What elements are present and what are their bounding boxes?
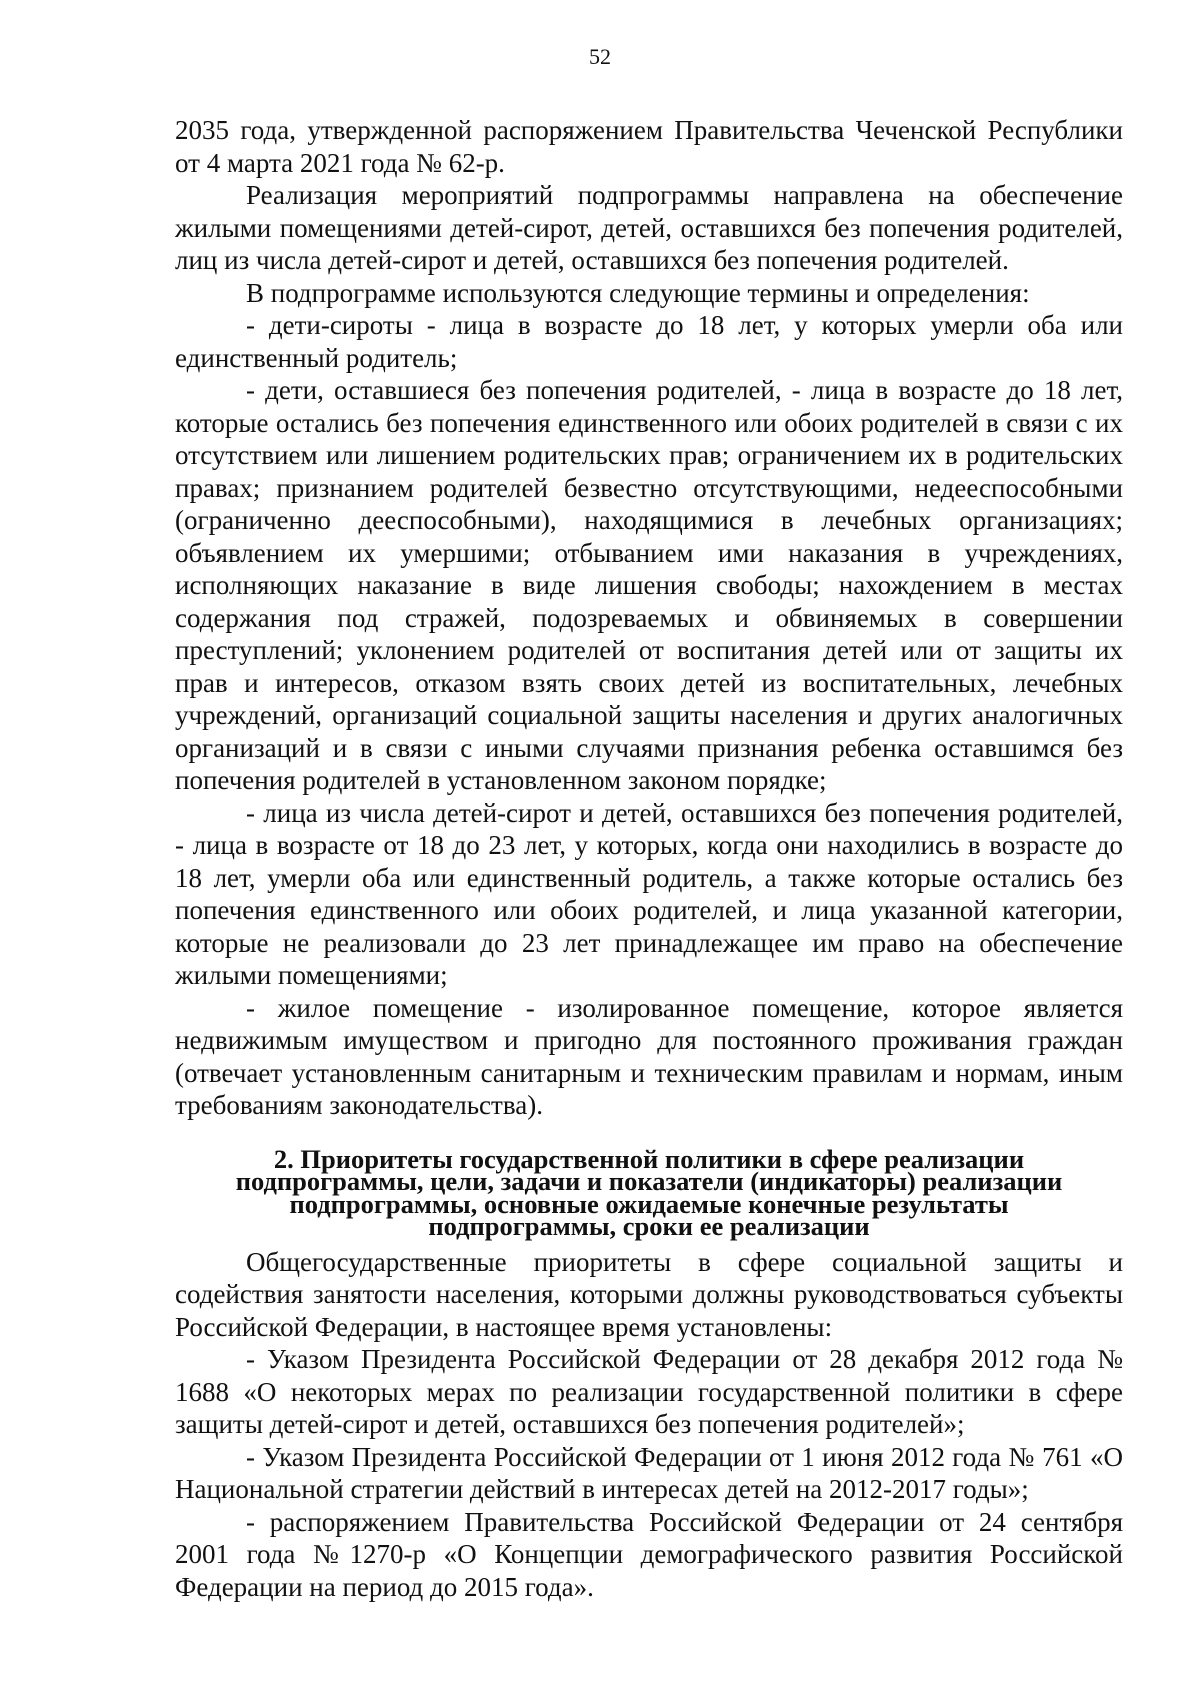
section-heading-line: 2. Приоритеты государственной политики в сфере реализации [273,1143,1025,1174]
paragraph: - дети-сироты - лица в возрасте до 18 лет, у которых умерли оба или единственный родитель; [175,310,1123,373]
section-heading-line: подпрограммы, цели, задачи и показатели (индикаторы) реализации [235,1166,1063,1196]
paragraphs-top [175,114,1123,1122]
section-heading-line: подпрограммы, сроки ее реализации [428,1211,870,1241]
paragraph: - дети, оставшиеся без попечения родителей, - лица в возрасте до 18 лет, которые остались без попечения единственного или обоих родителей в связи с их отсутствием или лишением родительских прав; ограничением их в родительских правах; признанием родителей безвестно отсутствующими, недееспособными (ограниченно дееспособными), находящимися в лечебных организациях; объявлением их умершими; отбыванием ими наказания в учреждениях, исполняющих наказание в виде лишения свободы; нахождением в местах содержания под стражей, подозреваемых и обвиняемых в совершении преступлений; уклонением родителей от воспитания детей или от защиты их прав и интересов, отказом взять своих детей из воспитательных, лечебных учреждений, организаций социальной защиты населения и других аналогичных организаций и в связи с иными случаями признания ребенка оставшимся без попечения родителей в установленном законом порядке; [175,375,1123,795]
paragraph: 2035 года, утвержденной распоряжением Правительства Чеченской Республики от 4 марта 2021 года № 62-р. [175,115,1123,178]
paragraph: - Указом Президента Российской Федерации от 28 декабря 2012 года № 1688 «О некоторых мерах по реализации государственной политики в сфере защиты детей-сирот и детей, оставшихся без попечения родителей»; [175,1344,1123,1439]
paragraph: Реализация мероприятий подпрограммы направлена на обеспечение жилыми помещениями детей-сирот, детей, оставшихся без попечения родителей, лиц из числа детей-сирот и детей, оставшихся без попечения родителей. [175,180,1123,275]
paragraph: - жилое помещение - изолированное помещение, которое является недвижимым имуществом и пригодно для постоянного проживания граждан (отвечает установленным санитарным и техническим правилам и нормам, иным требованиям законодательства). [175,992,1123,1120]
paragraph: Общегосударственные приоритеты в сфере социальной защиты и содействия занятости населения, которыми должны руководствоваться субъекты Российской Федерации, в настоящее время установлены: [175,1246,1123,1342]
paragraph: - лица из числа детей-сирот и детей, оставшихся без попечения родителей, - лица в возрасте от 18 до 23 лет, у которых, когда они находились в возрасте до 18 лет, умерли оба или единственный родитель, а также которые остались без попечения единственного или обоих родителей, и лица указанной категории, которые не реализовали до 23 лет принадлежащее им право на обеспечение жилыми помещениями; [175,797,1123,990]
section-heading [175,1143,1123,1241]
paragraphs-bottom [175,1246,1123,1604]
page-number: 52 [589,44,611,69]
paragraph: - распоряжением Правительства Российской Федерации от 24 сентября 2001 года №1270-р «О Концепции демографического развития Российской Федерации на период до 2015 года». [175,1506,1123,1602]
paragraph: В подпрограмме используются следующие термины и определения: [246,277,1030,308]
document-body [175,114,1123,1603]
paragraph: - Указом Президента Российской Федерации от 1 июня 2012 года № 761 «О Национальной стратегии действий в интересах детей на 2012-2017 годы»; [175,1441,1123,1504]
section-heading-line: подпрограммы, основные ожидаемые конечные результаты [289,1188,1009,1219]
